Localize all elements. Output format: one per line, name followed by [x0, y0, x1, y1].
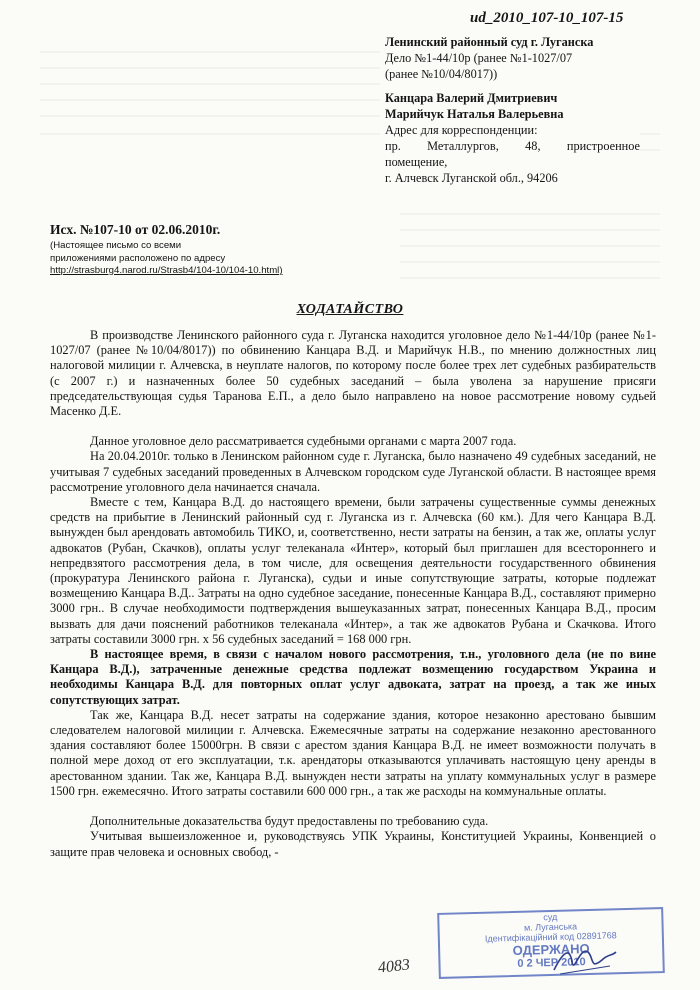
- paragraph: Так же, Канцара В.Д. несет затраты на содержание здания, которое незаконно арестовано бывшим следователем налоговой милиции г. Алчевска. Ежемесячные затраты на содержание незаконно арестованного здания составляют более 15000грн. В связи с арестом здания Канцара В.Д. не имеет возможности получать в полной мере доход от его эксплуатации, т.к. арендаторы отказываются уплачивать настоящую цену аренды в арестованном здании. Так же, Канцара В.Д. вынужден нести затраты на уплату коммунальных услуг в размере 1500 грн. ежемесячно. Итого затраты составили 600 000 грн., а так же расходы на коммунальные оплаты.: [50, 707, 656, 798]
- stamp-line: Ідентифікаційний код 02891768: [484, 930, 617, 944]
- paragraph: На 20.04.2010г. только в Ленинском районном суде г. Луганска, было назначено 49 судебных заседаний, не учитывая 7 судебных заседаний проведенных в Алчевском городском суде Луганской области. В настоящее время рассмотрение уголовного дела начинается сначала.: [50, 449, 656, 494]
- case-number-line2: (ранее №10/04/8017)): [385, 67, 498, 81]
- applicant-name-1: Канцара Валерий Дмитриевич: [385, 91, 558, 105]
- online-copy-note: [50, 240, 350, 278]
- paragraph-bold: В настоящее время, в связи с началом нового рассмотрения, т.н., уголовного дела (не по вине Канцара В.Д.), затраченные денежные средства подлежат возмещению государством Украина и необходимы Канцара В.Д. для повторных оплат услуг адвоката, затрат на проезд, а так же иных сопутствующих затрат.: [50, 647, 656, 707]
- note-line: приложениями расположено по адресу: [50, 252, 226, 264]
- outgoing-number: Исх. №107-10 от 02.06.2010г.: [50, 222, 221, 237]
- court-name: Ленинский районный суд г. Луганска: [385, 35, 594, 49]
- address-label: Адрес для корреспонденции:: [385, 123, 538, 137]
- stamp-line: суд: [543, 911, 558, 923]
- address-line3: г. Алчевск Луганской обл., 94206: [385, 171, 558, 185]
- paragraph: Дополнительные доказательства будут предоставлены по требованию суда.: [90, 814, 489, 829]
- paragraph: В производстве Ленинского районного суда г. Луганска находится уголовное дело №1-44/10р (ранее №1-1027/07 (ранее №10/04/8017)) по обвинению Канцара В.Д. и Марийчук Н.В., по мнению должностных лиц налоговой милиции г. Алчевска, в неуплате налогов, по которому после более трех лет судебных разбирательств (с 2007 г.) и назначенных более 50 судебных заседаний – была уволена за нарушение присяги председательствующая судья Таранова Е.П., а дело было направлено на новое рассмотрение новому судьей Масенко Д.Е.: [50, 328, 656, 419]
- addressee-block: [385, 34, 640, 186]
- document-url-link[interactable]: http://strasburg4.narod.ru/Strasb4/104-10/104-10.html): [50, 265, 283, 276]
- outgoing-reference: [50, 222, 350, 278]
- signature-icon: [550, 940, 620, 980]
- address-line2: помещение,: [385, 155, 448, 169]
- case-number-line1: Дело №1-44/10р (ранее №1-1027/07: [385, 51, 573, 65]
- paragraph: Вместе с тем, Канцара В.Д. до настоящего времени, были затрачены существенные суммы денежных средств на прибытие в Ленинский районный суд г. Луганска из г. Алчевска (60 км.). Для чего Канцара В.Д. вынужден был арендовать автомобиль ТИКО, и, соответственно, нести затраты на бензин, а так же, оплаты услуг адвокатов (Рубан, Скачков), оплаты услуг телеканала «Интер», который был приглашен для всестороннего и непредвзятого рассмотрения дела, в том числе, для освещения деятельности государственного обвинения (прокуратура Ленинского района г. Луганска), судьи и иные сопутствующие затраты, которые подлежат возмещению Канцара В.Д.. Затраты на одно судебное заседание, понесенные Канцара В.Д., составляют примерно 3000 грн.. В случае необходимости подтверждения вышеуказанных затрат, понесенных Канцара В.Д., просим вызвать для дачи пояснений работников телеканала «Интер», а так же адвокатов Рубана и Скачкова. Итого затраты составили 3000 грн. х 56 судебных заседаний = 168 000 грн.: [50, 495, 656, 646]
- stamp-received-label: ОДЕРЖАНО: [512, 940, 590, 959]
- document-title: ХОДАТАЙСТВО: [296, 302, 404, 317]
- paragraph: Учитывая вышеизложенное и, руководствуясь УПК Украины, Конституцией Украины, Конвенцией о защите прав человека и основных свобод, -: [50, 829, 656, 859]
- paragraph: Данное уголовное дело рассматривается судебными органами с марта 2007 года.: [90, 434, 517, 449]
- petition-body: [50, 328, 656, 860]
- applicant-name-2: Марийчук Наталья Валерьевна: [385, 107, 564, 121]
- address-part: Металлургов,: [427, 139, 499, 153]
- address-part: пр.: [385, 139, 401, 153]
- address-part: 48,: [525, 139, 541, 153]
- handwritten-number: 4083: [377, 956, 411, 977]
- address-line1: [385, 138, 640, 154]
- note-line: (Настоящее письмо со всеми: [50, 240, 182, 251]
- stamp-line: м. Луганська: [523, 921, 578, 933]
- address-part: пристроенное: [566, 139, 640, 153]
- stamp-date: 0 2 ЧЕР 2010: [517, 956, 586, 970]
- document-id: ud_2010_107-10_107-15: [470, 10, 624, 26]
